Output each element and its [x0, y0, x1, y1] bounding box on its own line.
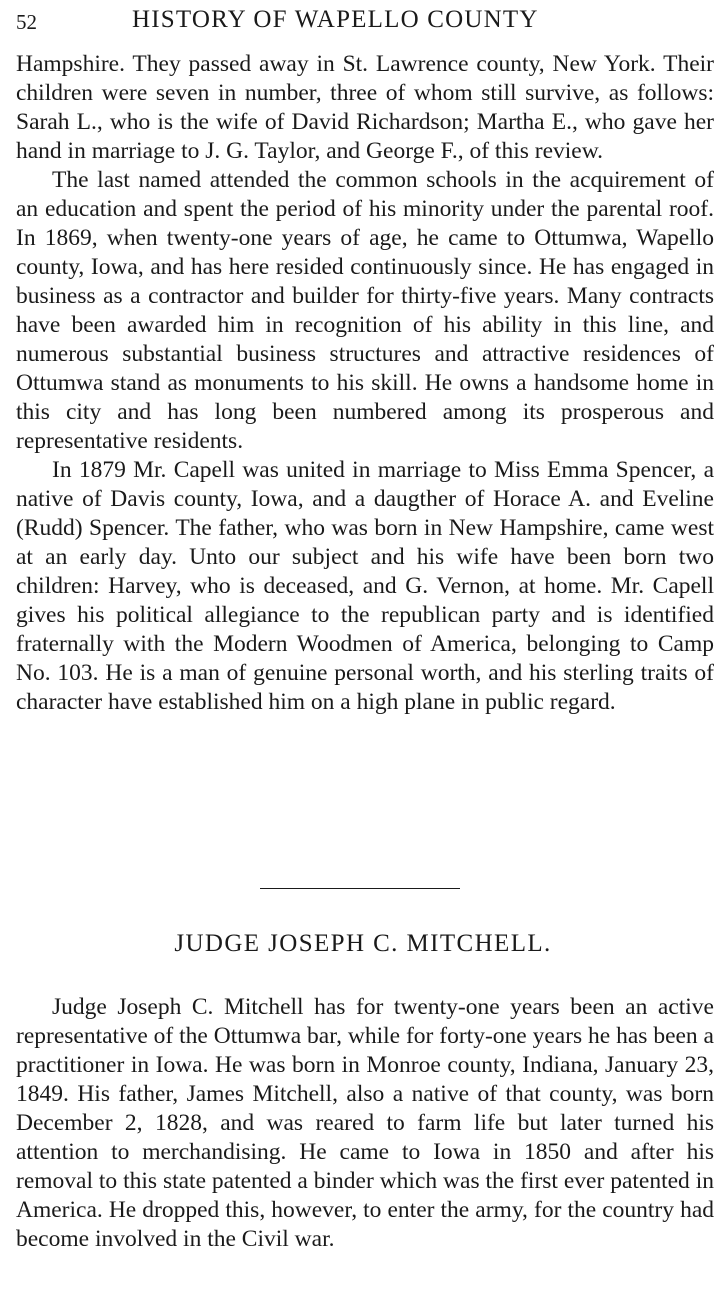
- paragraph-career: The last named attended the common schools in the acquirement of an education and spent the period of his minority under the parental roof. In 1869, when twenty-one years of age, he came to Ottumwa, Wapello county, Iowa, and has here resided continuously since. He has engaged in business as a contractor and builder for thirty-five years. Many contracts have been awarded him in recognition of his ability in this line, and numerous substantial business structures and attractive residences of Ottumwa stand as monuments to his skill. He owns a handsome home in this city and has long been numbered among its prosperous and representative residents.: [16, 167, 714, 454]
- section-heading: JUDGE JOSEPH C. MITCHELL.: [174, 930, 552, 957]
- section-divider: [260, 888, 460, 889]
- running-title: HISTORY OF WAPELLO COUNTY: [132, 6, 539, 33]
- running-head: [12, 4, 714, 40]
- paragraph-marriage: In 1879 Mr. Capell was united in marriage to Miss Emma Spencer, a native of Davis county, Iowa, and a daugther of Horace A. and Eveline (Rudd) Spencer. The father, who was born in New Hampshire, came west at an early day. Unto our subject and his wife have been born two children: Harvey, who is deceased, and G. Vernon, at home. Mr. Capell gives his political allegiance to the republican party and is identified fraternally with the Modern Woodmen of America, belonging to Camp No. 103. He is a man of genuine personal worth, and his sterling traits of character have established him on a high plane in public regard.: [16, 457, 714, 715]
- previous-biography-continuation: [16, 50, 714, 717]
- page-number: 52: [16, 10, 37, 34]
- paragraph-mitchell-intro: Judge Joseph C. Mitchell has for twenty-one years been an active representative of the Ottumwa bar, while for forty-one years he has been a practitioner in Iowa. He was born in Monroe county, Indiana, January 23, 1849. His father, James Mitchell, also a native of that county, was born December 2, 1828, and was reared to farm life but later turned his attention to merchandising. He came to Iowa in 1850 and after his removal to this state patented a binder which was the first ever patented in America. He dropped this, however, to enter the army, for the country had become involved in the Civil war.: [16, 994, 714, 1252]
- mitchell-biography: [16, 993, 714, 1254]
- paragraph-family: Hampshire. They passed away in St. Lawrence county, New York. Their children were seven in number, three of whom still survive, as follows: Sarah L., who is the wife of David Richardson; Martha E., who gave her hand in marriage to J. G. Taylor, and George F., of this review.: [16, 51, 714, 164]
